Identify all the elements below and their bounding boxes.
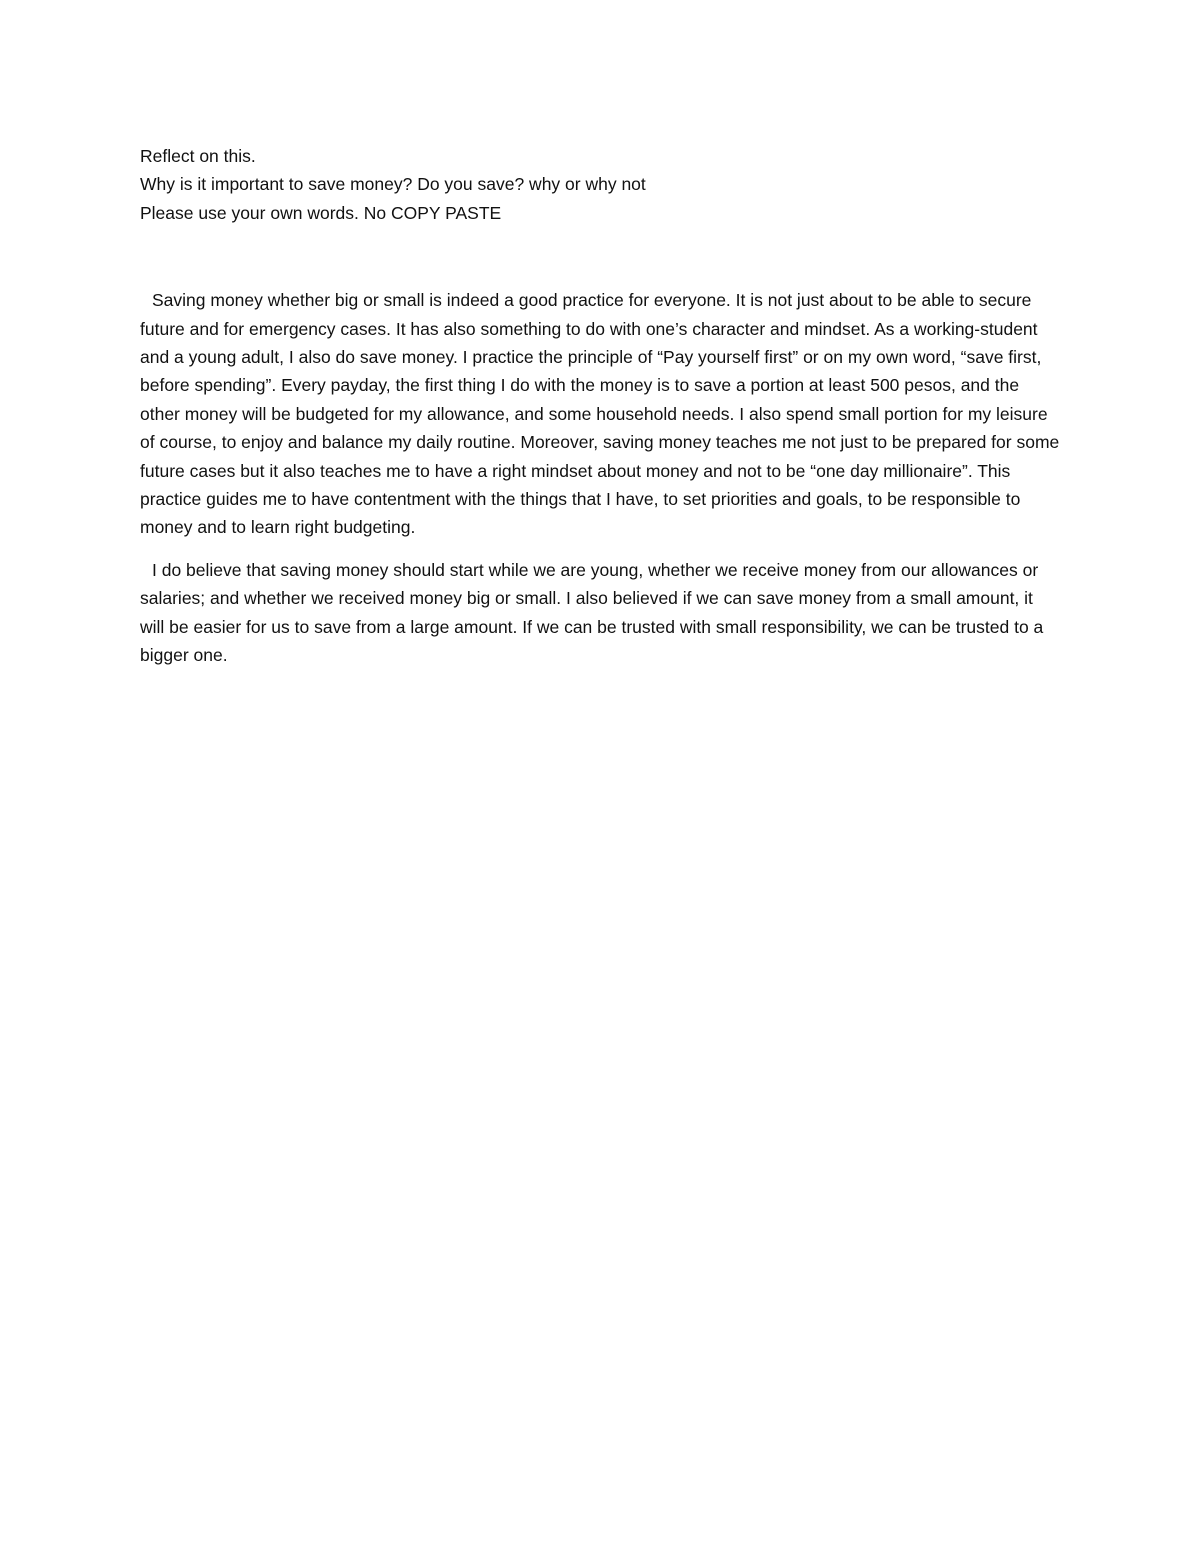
prompt-instruction: Please use your own words. No COPY PASTE [140, 202, 502, 223]
prompt-block [140, 142, 1060, 227]
prompt-title: Reflect on this. [140, 146, 256, 166]
document-content [140, 142, 1060, 684]
answer-paragraph: Saving money whether big or small is indeed a good practice for everyone. It is not just about to be able to secure future and for emergency cases. It has also something to do with one’s character and mindset. As a working-student and a young adult, I also do save money. I practice the principle of “Pay yourself first” or on my own word, “save first, before spending”. Every payday, the first thing I do with the money is to save a portion at least 500 pesos, and the other money will be budgeted for my allowance, and some household needs. I also spend small portion for my leisure of course, to enjoy and balance my daily routine. Moreover, saving money teaches me not just to be prepared for some future cases but it also teaches me to have a right mindset about money and not to be “one day millionaire”. This practice guides me to have contentment with the things that I have, to set priorities and goals, to be responsible to money and to learn right budgeting. [140, 290, 1060, 538]
prompt-question: Why is it important to save money? Do you save? why or why not [140, 174, 646, 195]
answer-paragraph: I do believe that saving money should start while we are young, whether we receive money from our allowances or salaries; and whether we received money big or small. I also believed if we can save money from a small amount, it will be easier for us to save from a large amount. If we can be trusted with small responsibility, we can be trusted to a bigger one. [140, 559, 1044, 666]
answer-block [140, 286, 1060, 669]
